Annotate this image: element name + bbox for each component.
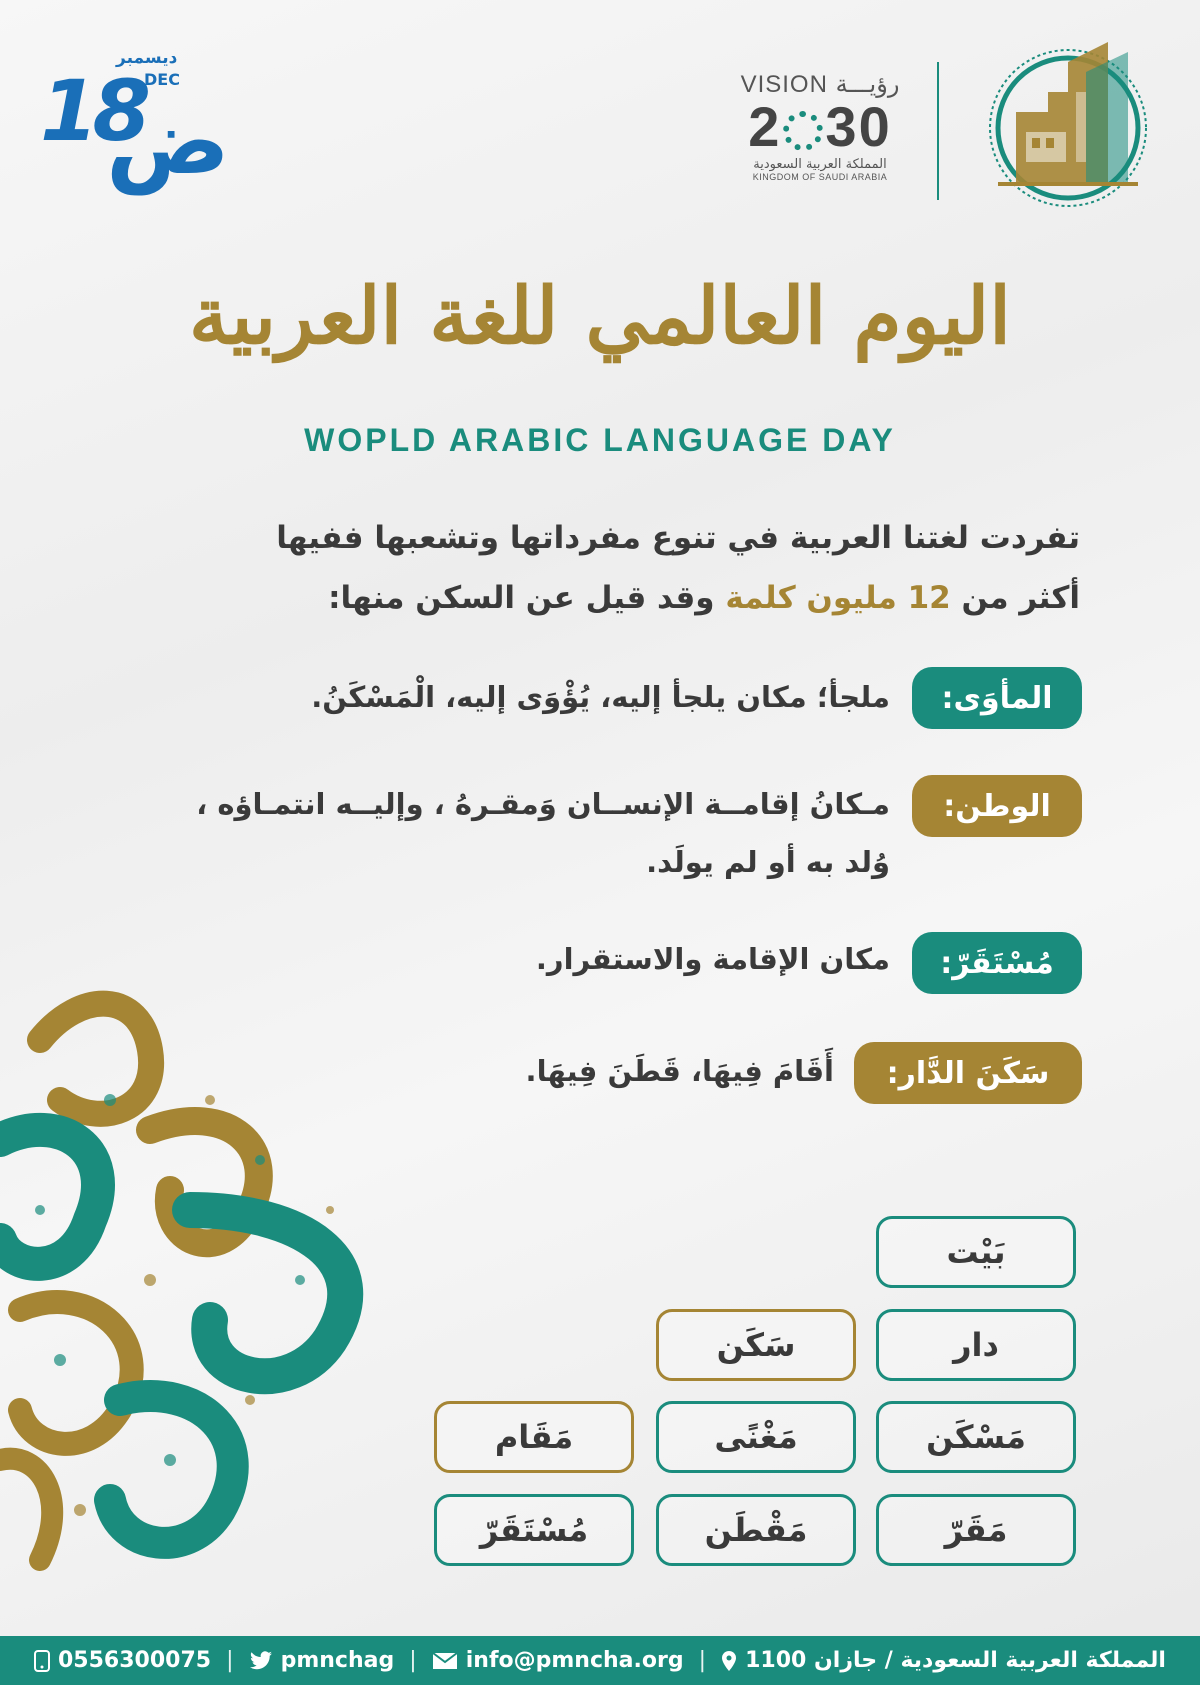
date-month-ar: ديسمبر xyxy=(116,48,178,68)
vision-year xyxy=(720,95,920,158)
vision-kingdom-ar: المملكة العربية السعودية xyxy=(753,157,887,172)
intro-line-2 xyxy=(140,568,1080,628)
footer-address-text: المملكة العربية السعودية / جازان 1100 xyxy=(745,1648,1166,1673)
footer-phone[interactable] xyxy=(34,1648,211,1673)
email-icon xyxy=(432,1652,458,1670)
footer-separator: | xyxy=(409,1648,417,1673)
definition-term-mustaqar: مُسْتَقَرّ: xyxy=(912,932,1082,994)
definition-text-mustaqar: مكان الإقامة والاستقرار. xyxy=(535,942,890,976)
footer-separator: | xyxy=(698,1648,707,1673)
definition-text-sakana: أَقَامَ فِيهَا، قَطَنَ فِيهَا. xyxy=(525,1054,834,1088)
definition-text-mawa: ملجأ؛ مكان يلجأ إليه، يُؤْوَى إليه، الْمَسْكَنُ. xyxy=(311,680,890,714)
twitter-icon xyxy=(249,1651,273,1671)
word-box-maqam: مَقَام xyxy=(434,1401,634,1473)
date-month-en: DEC xyxy=(144,70,180,89)
definition-text-watan-line-2: وُلد به أو لم يولَد. xyxy=(646,845,890,879)
vision-2030-logo xyxy=(720,70,920,200)
intro-line-2-a: أكثر من xyxy=(961,580,1080,616)
footer-bar xyxy=(0,1636,1200,1685)
date-day: 18 xyxy=(40,62,145,160)
intro-highlight: 12 مليون كلمة xyxy=(725,580,951,616)
word-box-maqtan: مَقْطَن xyxy=(656,1494,856,1566)
date-badge xyxy=(36,48,230,195)
footer-email-text: info@pmncha.org xyxy=(465,1648,684,1673)
footer-twitter-text: pmnchag xyxy=(280,1648,395,1673)
word-box-dar: دار xyxy=(876,1309,1076,1381)
word-box-bayt: بَيْت xyxy=(876,1216,1076,1288)
title-english: WOPLD ARABIC LANGUAGE DAY xyxy=(304,422,896,458)
vision-year-left: 2 xyxy=(748,95,782,158)
date-letter: ض xyxy=(106,88,230,195)
word-box-maqarr: مَقَرّ xyxy=(876,1494,1076,1566)
footer-twitter[interactable] xyxy=(249,1648,395,1673)
municipality-emblem-icon xyxy=(968,32,1168,212)
vision-title: VISION رؤيـــة xyxy=(740,71,900,98)
vision-circle-icon xyxy=(783,111,823,151)
intro-line-1: تفردت لغتنا العربية في تنوع مفرداتها وتشعبها ففيها xyxy=(276,520,1080,556)
logo-divider xyxy=(937,62,939,200)
definition-term-sakana: سَكَنَ الدَّار: xyxy=(854,1042,1082,1104)
definition-text-watan-line-1: مـكانُ إقامــة الإنســان وَمقـرهُ ، وإليــه انتمـاؤه ، xyxy=(196,787,890,821)
word-box-sakan: سَكَن xyxy=(656,1309,856,1381)
word-box-maskan: مَسْكَن xyxy=(876,1401,1076,1473)
definition-term-watan: الوطن: xyxy=(912,775,1082,837)
intro-paragraph xyxy=(140,508,1080,628)
location-pin-icon xyxy=(721,1650,737,1672)
vision-year-right: 30 xyxy=(825,95,892,158)
footer-separator: | xyxy=(226,1648,234,1673)
word-box-maghna: مَغْنًى xyxy=(656,1401,856,1473)
phone-icon xyxy=(34,1650,50,1672)
footer-email[interactable] xyxy=(432,1648,684,1673)
word-box-mustaqarr: مُسْتَقَرّ xyxy=(434,1494,634,1566)
calligraphy-decoration xyxy=(0,980,420,1590)
title-arabic: اليوم العالمي للغة العربية xyxy=(189,271,1011,362)
footer-address xyxy=(721,1648,1166,1673)
vision-kingdom-en: KINGDOM OF SAUDI ARABIA xyxy=(752,172,888,182)
definition-term-mawa: المأوَى: xyxy=(912,667,1082,729)
intro-line-2-b: وقد قيل عن السكن منها: xyxy=(328,580,715,616)
footer-phone-text: 0556300075 xyxy=(58,1648,212,1673)
